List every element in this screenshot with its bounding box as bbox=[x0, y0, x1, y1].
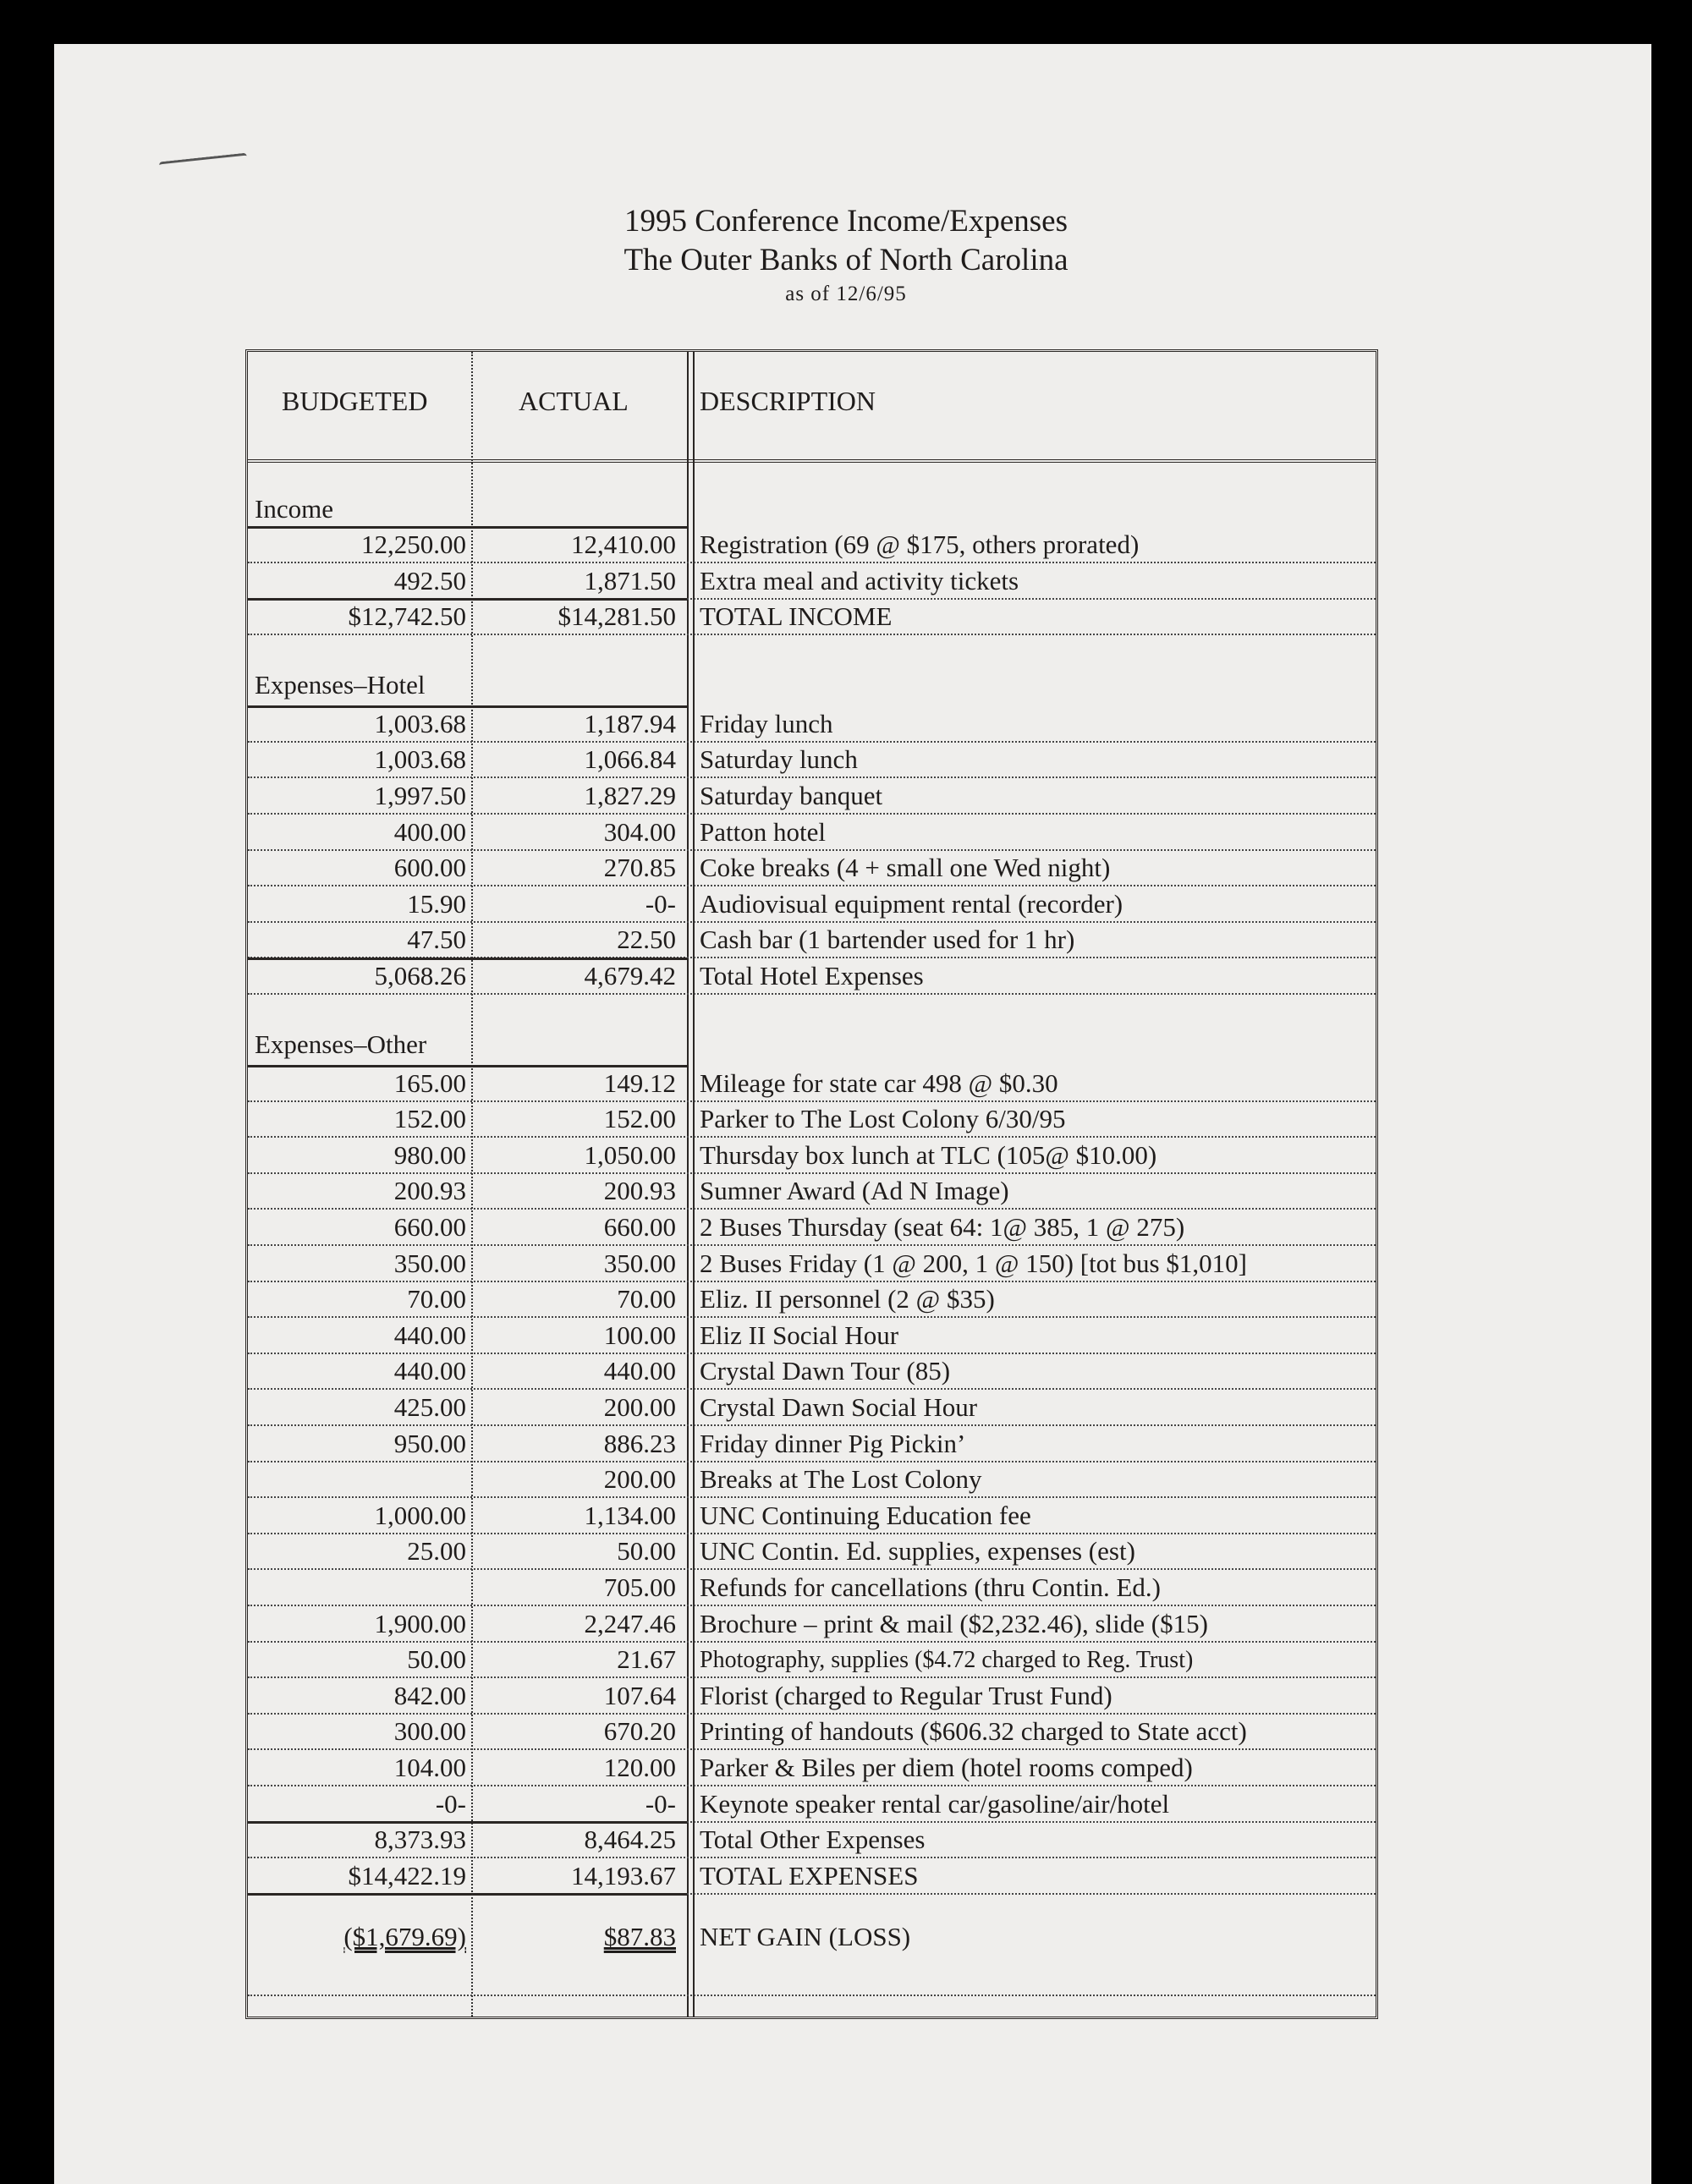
table-row bbox=[248, 741, 1376, 778]
budgeted-amount: 15.90 bbox=[407, 888, 466, 919]
actual-amount: 100.00 bbox=[603, 1320, 676, 1350]
budgeted-amount: 1,900.00 bbox=[374, 1608, 466, 1638]
description: Parker & Biles per diem (hotel rooms comped) bbox=[700, 1753, 1193, 1782]
table-row bbox=[248, 1641, 1376, 1678]
actual-amount: 200.00 bbox=[603, 1464, 676, 1495]
budgeted-amount: 5,068.26 bbox=[374, 961, 466, 990]
budgeted-amount: $12,742.50 bbox=[348, 601, 466, 632]
table-row bbox=[248, 1786, 1376, 1823]
budgeted-amount: 12,250.00 bbox=[361, 530, 466, 559]
actual-amount: 886.23 bbox=[603, 1428, 676, 1458]
actual-amount: 2,247.46 bbox=[584, 1608, 676, 1638]
description: Crystal Dawn Tour (85) bbox=[700, 1356, 951, 1386]
actual-amount: 1,066.84 bbox=[584, 744, 676, 775]
budgeted-amount: 200.93 bbox=[393, 1176, 466, 1206]
description: Saturday banquet bbox=[700, 781, 883, 810]
budgeted-amount: 50.00 bbox=[407, 1644, 466, 1675]
table-row bbox=[248, 1281, 1376, 1318]
header-budgeted: BUDGETED bbox=[282, 386, 428, 416]
budgeted-amount: 600.00 bbox=[393, 853, 466, 883]
actual-amount: -0- bbox=[645, 1788, 676, 1819]
actual-amount: 705.00 bbox=[603, 1572, 676, 1602]
table-row bbox=[248, 705, 1376, 743]
description: 2 Buses Thursday (seat 64: 1@ 385, 1 @ 275) bbox=[700, 1212, 1185, 1242]
table-row bbox=[248, 1389, 1376, 1426]
total-other-row bbox=[248, 1821, 1376, 1858]
actual-amount: 270.85 bbox=[603, 853, 676, 883]
description: Breaks at The Lost Colony bbox=[700, 1464, 982, 1495]
table-row bbox=[248, 849, 1376, 886]
budgeted-amount: 300.00 bbox=[393, 1716, 466, 1747]
description: Photography, supplies ($4.72 charged to Reg. Trust) bbox=[700, 1647, 1194, 1674]
description: Refunds for cancellations (thru Contin. Ed.) bbox=[700, 1572, 1161, 1602]
table-row bbox=[248, 1100, 1376, 1138]
actual-amount: $87.83 bbox=[603, 1922, 676, 1952]
budgeted-amount: 950.00 bbox=[393, 1428, 466, 1458]
budgeted-amount: 165.00 bbox=[393, 1067, 466, 1098]
actual-amount: 440.00 bbox=[603, 1356, 676, 1386]
description: TOTAL INCOME bbox=[700, 601, 893, 632]
budgeted-amount: 47.50 bbox=[407, 925, 466, 955]
description: Sumner Award (Ad N Image) bbox=[700, 1176, 1009, 1206]
description: Audiovisual equipment rental (recorder) bbox=[700, 888, 1123, 919]
table-row bbox=[248, 814, 1376, 851]
actual-amount: 1,871.50 bbox=[584, 565, 676, 595]
table-row bbox=[248, 1605, 1376, 1643]
description: Friday lunch bbox=[700, 708, 833, 738]
budgeted-amount: 400.00 bbox=[393, 816, 466, 847]
actual-amount: 200.00 bbox=[603, 1392, 676, 1422]
table-row bbox=[248, 777, 1376, 815]
actual-amount: 70.00 bbox=[617, 1284, 676, 1314]
actual-amount: $14,281.50 bbox=[558, 601, 676, 632]
description: Crystal Dawn Social Hour bbox=[700, 1392, 978, 1422]
actual-amount: 14,193.67 bbox=[571, 1860, 676, 1890]
table-row bbox=[248, 1497, 1376, 1534]
header-description: DESCRIPTION bbox=[700, 386, 876, 416]
actual-amount: 350.00 bbox=[603, 1248, 676, 1278]
budgeted-amount: 492.50 bbox=[393, 565, 466, 595]
net-gain-row bbox=[248, 1893, 1376, 1996]
actual-amount: 8,464.25 bbox=[584, 1825, 676, 1855]
budgeted-amount: 980.00 bbox=[393, 1139, 466, 1170]
section-label-income: Income bbox=[255, 494, 333, 524]
budgeted-amount: 440.00 bbox=[393, 1356, 466, 1386]
description: Eliz. II personnel (2 @ $35) bbox=[700, 1284, 995, 1314]
table-row bbox=[248, 1065, 1376, 1102]
budgeted-amount: 1,000.00 bbox=[374, 1500, 466, 1530]
table-row bbox=[248, 1677, 1376, 1715]
actual-amount: 152.00 bbox=[603, 1104, 676, 1134]
actual-amount: 149.12 bbox=[603, 1067, 676, 1098]
table-row bbox=[248, 1172, 1376, 1210]
description: Printing of handouts ($606.32 charged to State acct) bbox=[700, 1716, 1247, 1747]
table-row bbox=[248, 1749, 1376, 1786]
budgeted-amount: 70.00 bbox=[407, 1284, 466, 1314]
budgeted-amount: 1,003.68 bbox=[374, 708, 466, 738]
description: UNC Contin. Ed. supplies, expenses (est) bbox=[700, 1536, 1135, 1567]
total-income-row bbox=[248, 598, 1376, 635]
total-expenses-row bbox=[248, 1857, 1376, 1895]
budgeted-amount: 8,373.93 bbox=[374, 1825, 466, 1855]
budgeted-amount: 842.00 bbox=[393, 1680, 466, 1710]
actual-amount: 12,410.00 bbox=[571, 530, 676, 559]
description: Total Other Expenses bbox=[700, 1825, 926, 1855]
description: Extra meal and activity tickets bbox=[700, 565, 1019, 595]
report-date: as of 12/6/95 bbox=[785, 283, 907, 305]
description: Mileage for state car 498 @ $0.30 bbox=[700, 1067, 1058, 1098]
actual-amount: 1,827.29 bbox=[584, 781, 676, 810]
actual-amount: 107.64 bbox=[603, 1680, 676, 1710]
actual-amount: 21.67 bbox=[617, 1644, 676, 1675]
budgeted-amount: 25.00 bbox=[407, 1536, 466, 1567]
actual-amount: 304.00 bbox=[603, 816, 676, 847]
budget-table bbox=[245, 349, 1378, 2019]
description: Saturday lunch bbox=[700, 744, 858, 775]
actual-amount: 120.00 bbox=[603, 1753, 676, 1782]
description: Eliz II Social Hour bbox=[700, 1320, 899, 1350]
description: TOTAL EXPENSES bbox=[700, 1860, 919, 1890]
actual-amount: 670.20 bbox=[603, 1716, 676, 1747]
table-row bbox=[248, 1461, 1376, 1498]
actual-amount: 4,679.42 bbox=[584, 961, 676, 990]
budgeted-amount: 425.00 bbox=[393, 1392, 466, 1422]
description: Total Hotel Expenses bbox=[700, 961, 924, 990]
description: Florist (charged to Regular Trust Fund) bbox=[700, 1680, 1112, 1710]
budgeted-amount: 1,003.68 bbox=[374, 744, 466, 775]
table-row bbox=[248, 921, 1376, 958]
description: Coke breaks (4 + small one Wed night) bbox=[700, 853, 1111, 883]
description: Brochure – print & mail ($2,232.46), slide ($15) bbox=[700, 1608, 1208, 1638]
budgeted-amount: 440.00 bbox=[393, 1320, 466, 1350]
description: UNC Continuing Education fee bbox=[700, 1500, 1031, 1530]
actual-amount: 1,134.00 bbox=[584, 1500, 676, 1530]
section-label-hotel: Expenses–Hotel bbox=[255, 669, 426, 700]
actual-amount: 660.00 bbox=[603, 1212, 676, 1242]
description: 2 Buses Friday (1 @ 200, 1 @ 150) [tot bus $1,010] bbox=[700, 1248, 1247, 1278]
table-header bbox=[248, 352, 1376, 463]
table-row bbox=[248, 886, 1376, 923]
description: Parker to The Lost Colony 6/30/95 bbox=[700, 1104, 1066, 1134]
budgeted-amount: -0- bbox=[435, 1788, 466, 1819]
description: Keynote speaker rental car/gasoline/air/hotel bbox=[700, 1788, 1170, 1819]
actual-amount: 22.50 bbox=[617, 925, 676, 955]
report-subtitle: The Outer Banks of North Carolina bbox=[624, 243, 1068, 277]
table-row bbox=[248, 526, 1376, 563]
budgeted-amount: 152.00 bbox=[393, 1104, 466, 1134]
budgeted-amount: $14,422.19 bbox=[348, 1860, 466, 1890]
description: Registration (69 @ $175, others prorated) bbox=[700, 530, 1140, 559]
description: Patton hotel bbox=[700, 816, 826, 847]
table-row bbox=[248, 1209, 1376, 1246]
actual-amount: 1,050.00 bbox=[584, 1139, 676, 1170]
actual-amount: -0- bbox=[645, 888, 676, 919]
table-row bbox=[248, 1317, 1376, 1354]
table-row bbox=[248, 562, 1376, 600]
header-actual: ACTUAL bbox=[519, 386, 629, 416]
section-label-other: Expenses–Other bbox=[255, 1029, 427, 1059]
actual-amount: 50.00 bbox=[617, 1536, 676, 1567]
table-row bbox=[248, 1245, 1376, 1282]
total-hotel-row bbox=[248, 958, 1376, 995]
report-title: 1995 Conference Income/Expenses bbox=[624, 204, 1068, 239]
table-row bbox=[248, 1425, 1376, 1462]
table-row bbox=[248, 1713, 1376, 1750]
budgeted-amount: 660.00 bbox=[393, 1212, 466, 1242]
description: Cash bar (1 bartender used for 1 hr) bbox=[700, 925, 1075, 955]
description: Thursday box lunch at TLC (105@ $10.00) bbox=[700, 1139, 1157, 1170]
table-row bbox=[248, 1353, 1376, 1390]
budgeted-amount: 1,997.50 bbox=[374, 781, 466, 810]
actual-amount: 200.93 bbox=[603, 1176, 676, 1206]
description: NET GAIN (LOSS) bbox=[700, 1922, 911, 1952]
budgeted-amount: 104.00 bbox=[393, 1753, 466, 1782]
description: Friday dinner Pig Pickin’ bbox=[700, 1428, 966, 1458]
table-row bbox=[248, 1137, 1376, 1174]
budgeted-amount: ($1,679.69) bbox=[343, 1922, 466, 1952]
table-row bbox=[248, 1569, 1376, 1606]
table-row bbox=[248, 1533, 1376, 1570]
actual-amount: 1,187.94 bbox=[584, 708, 676, 738]
budgeted-amount: 350.00 bbox=[393, 1248, 466, 1278]
